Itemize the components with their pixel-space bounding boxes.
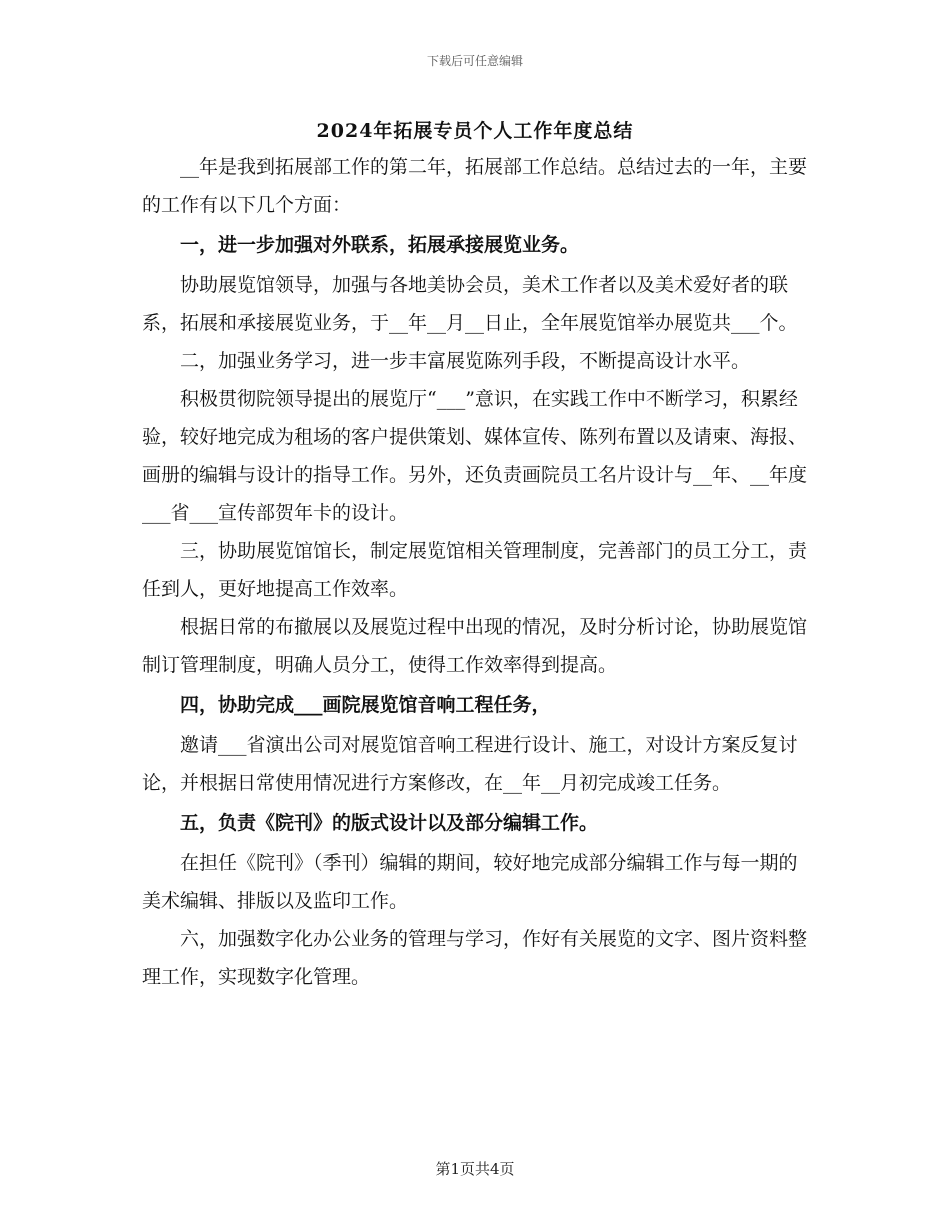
section-heading: 四，协助完成___画院展览馆音响工程任务， [180,694,551,716]
paragraph: __年是我到拓展部工作的第二年，拓展部工作总结。总结过去的一年，主要的工作有以下几个方面： [142,156,808,216]
paragraph: 根据日常的布撤展以及展览过程中出现的情况，及时分析讨论，协助展览馆制订管理制度，明确人员分工，使得工作效率得到提高。 [142,616,808,676]
document-body [142,148,812,996]
page-footer: 第1页共4页 [435,1160,515,1178]
header-note: 下载后可任意编辑 [426,54,523,68]
paragraph: 在担任《院刊》（季刊）编辑的期间，较好地完成部分编辑工作与每一期的美术编辑、排版以及监印工作。 [142,852,798,912]
paragraph: 三，协助展览馆馆长，制定展览馆相关管理制度，完善部门的员工分工，责任到人，更好地提高工作效率。 [142,540,808,600]
section-heading: 五，负责《院刊》的版式设计以及部分编辑工作。 [180,812,599,834]
section-heading: 一，进一步加强对外联系，拓展承接展览业务。 [180,234,580,256]
paragraph: 邀请___省演出公司对展览馆音响工程进行设计、施工，对设计方案反复讨论，并根据日常使用情况进行方案修改，在__年__月初完成竣工任务。 [142,734,798,794]
document-title: 2024年拓展专员个人工作年度总结 [316,120,634,142]
paragraph: 二，加强业务学习，进一步丰富展览陈列手段，不断提高设计水平。 [180,350,751,372]
paragraph: 六，加强数字化办公业务的管理与学习，作好有关展览的文字、图片资料整理工作，实现数字化管理。 [142,928,808,988]
paragraph: 协助展览馆领导，加强与各地美协会员，美术工作者以及美术爱好者的联系，拓展和承接展览业务，于__年__月__日止，全年展览馆举办展览共___个。 [142,274,798,334]
paragraph: 积极贯彻院领导提出的展览厅“___”意识，在实践工作中不断学习，积累经验，较好地完成为租场的客户提供策划、媒体宣传、陈列布置以及请柬、海报、画册的编辑与设计的指导工作。另外，还负责画院员工名片设计与__年、__年度___省___宣传部贺年卡的设计。 [142,388,808,524]
